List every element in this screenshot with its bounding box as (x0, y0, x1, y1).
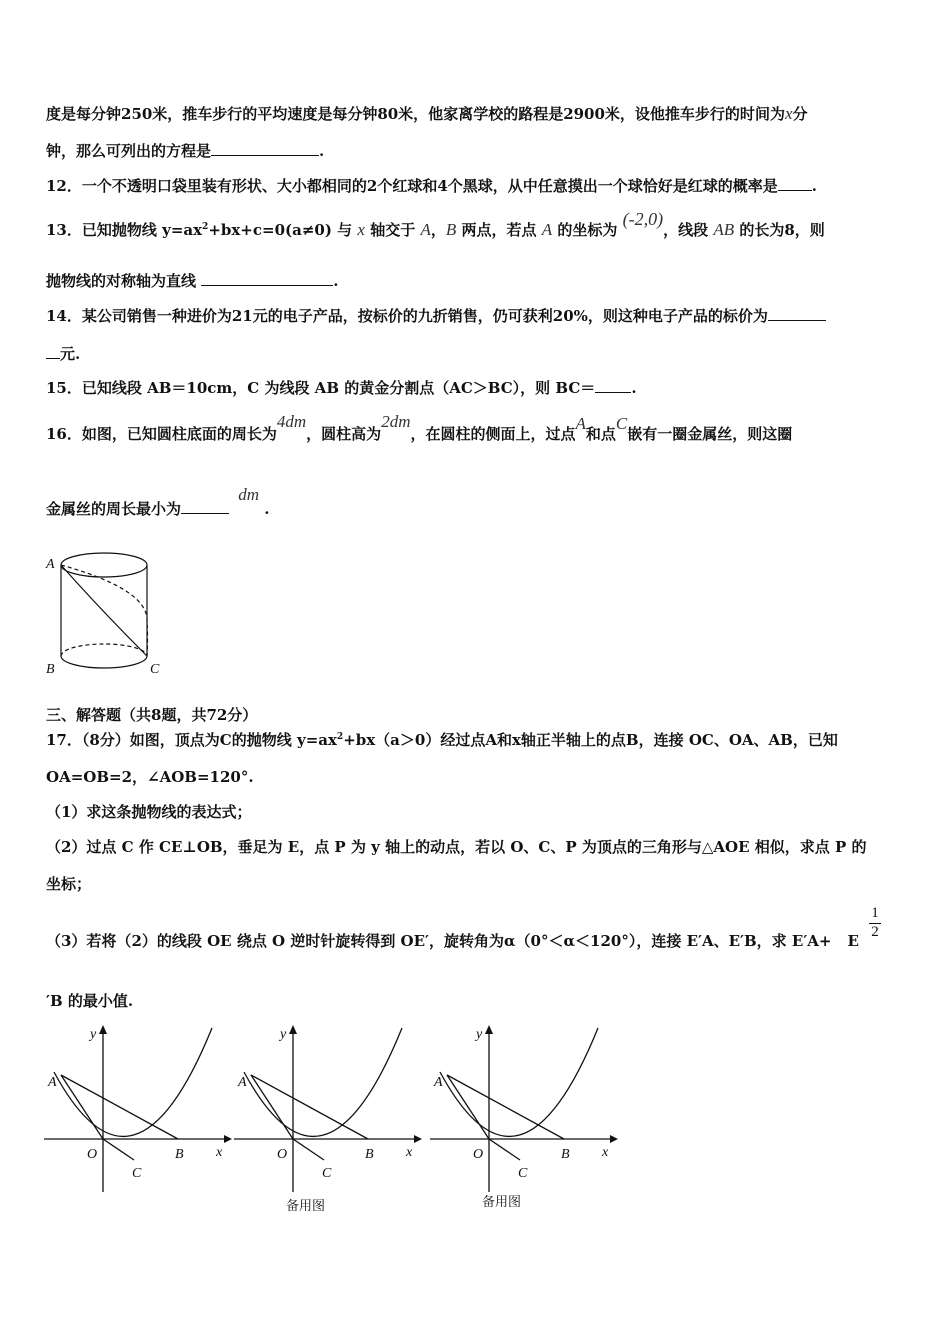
cylinder-label-A: A (46, 557, 55, 572)
q12-line: 12．一个不透明口袋里装有形状、大小都相同的2个红球和4个黑球，从中任意摸出一个球恰好是红球的概率是 . (46, 177, 817, 195)
q13-text-e: 的坐标为 (557, 221, 618, 239)
q17-part2b-text: 坐标； (46, 875, 92, 893)
q13-comma: ， (430, 221, 446, 239)
graph-main (44, 1025, 232, 1192)
q17-part3-end: E (847, 932, 859, 950)
q13-line2: 抛物线的对称轴为直线 . (46, 272, 339, 290)
section-3-heading (46, 704, 257, 725)
q16-text-c: ，在圆柱的侧面上，过点 (410, 425, 576, 443)
q14-end: 元. (60, 345, 81, 363)
q16-line1 (46, 412, 793, 444)
section-3-title: 三、解答题（共8题，共72分） (46, 706, 258, 724)
q13-text-c: 轴交于 (370, 221, 416, 239)
cylinder-top (61, 553, 147, 577)
label-A: A (48, 1075, 57, 1090)
q13-text-g: 的长为8，则 (739, 221, 825, 239)
segment-OC (293, 1139, 324, 1160)
q11-line1 (46, 103, 808, 124)
q11-var: x (784, 104, 793, 123)
q13-sup: 2 (202, 222, 209, 232)
q13-line1 (46, 209, 825, 240)
q13-blank[interactable] (201, 271, 333, 286)
cylinder-bottom-back (61, 644, 147, 656)
label-B: B (365, 1147, 374, 1162)
y-axis-arrow-icon (289, 1025, 297, 1034)
q17-part2 (46, 836, 866, 857)
q13-AB: AB (713, 220, 735, 239)
q15-text: 15．已知线段 AB＝10cm，C 为线段 AB 的黄金分割点（AC＞BC），则 BC＝ (46, 379, 596, 397)
segment-AB (447, 1075, 564, 1139)
segment-OC (103, 1139, 134, 1160)
label-y: y (476, 1027, 483, 1042)
parabola-curve (54, 1028, 212, 1136)
q17-part2-text: （2）过点 C 作 CE⊥OB，垂足为 E，点 P 为 y 轴上的动点，若以 O、C、P 为顶点的三角形与△AOE 相似，求点 P 的 (46, 838, 867, 856)
q13-A2: A (541, 220, 553, 239)
q16-text-a: 16．如图，已知圆柱底面的周长为 (46, 425, 277, 443)
q13-A: A (420, 220, 431, 239)
q16-text-e: 嵌有一圈金属丝，则这圈 (627, 425, 793, 443)
q13-text-b: +bx+c=0(a≠0) 与 (208, 221, 353, 239)
q17-sup: 2 (336, 732, 344, 742)
q17-part3b-text: ′B 的最小值. (46, 992, 134, 1010)
q17-part3b (46, 990, 133, 1011)
q17-text-a: 17．（8分）如图，顶点为C的抛物线 y=ax (46, 731, 337, 749)
label-x: x (406, 1145, 413, 1160)
q11-blank[interactable] (211, 141, 319, 156)
x-axis-arrow-icon (414, 1135, 422, 1143)
segment-OA (447, 1075, 489, 1139)
y-axis-arrow-icon (99, 1025, 107, 1034)
wire-front (61, 565, 147, 656)
q13-text-f: ，线段 (663, 221, 709, 239)
q14-line1 (46, 305, 826, 326)
graph-backup-1 (234, 1025, 422, 1214)
q15-line: 15．已知线段 AB＝10cm，C 为线段 AB 的黄金分割点（AC＞BC），则 BC＝ . (46, 379, 637, 397)
q13-x: x (357, 220, 365, 239)
label-y: y (280, 1027, 287, 1042)
fraction-denominator: 2 (869, 923, 881, 941)
q17-part1-text: （1）求这条抛物线的表达式； (46, 803, 252, 821)
q14-text: 14．某公司销售一种进价为21元的电子产品，按标价的九折销售，仍可获利20%，则这种电子产品的标价为 (46, 307, 768, 325)
cylinder-bottom-front (61, 656, 147, 668)
parabola-figures (44, 1020, 619, 1220)
q16-2dm: 2dm (381, 412, 411, 431)
caption-backup: 备用图 (286, 1199, 326, 1214)
label-B: B (175, 1147, 184, 1162)
q13-text-d: 两点，若点 (461, 221, 537, 239)
segment-OC (489, 1139, 520, 1160)
q16-A: A (575, 414, 586, 433)
q14-line2 (46, 343, 80, 364)
q11-text2: 钟，那么可列出的方程是 (46, 142, 212, 160)
segment-AB (61, 1075, 178, 1139)
q16-text-d: 和点 (585, 425, 616, 443)
q17-line1 (46, 729, 838, 750)
q17-part1 (46, 801, 251, 822)
parabola-curve (440, 1028, 598, 1136)
q17-line2 (46, 766, 254, 787)
q16-dm: dm (238, 485, 260, 504)
q14-blank[interactable] (768, 306, 826, 321)
cylinder-figure (44, 548, 174, 683)
q13-B: B (445, 220, 457, 239)
label-O: O (473, 1147, 484, 1162)
caption-backup: 备用图 (482, 1195, 522, 1210)
q16-blank[interactable] (181, 499, 229, 514)
segment-OA (61, 1075, 103, 1139)
y-axis-arrow-icon (485, 1025, 493, 1034)
q17-text-l2: OA=OB=2，∠AOB=120°. (46, 768, 254, 786)
segment-AB (251, 1075, 368, 1139)
parabola-curve (244, 1028, 402, 1136)
q17-part2b (46, 873, 91, 894)
label-C: C (518, 1166, 528, 1181)
cylinder-label-B: B (46, 662, 55, 677)
q13-text-l2: 抛物线的对称轴为直线 (46, 272, 197, 290)
graph-backup-2 (430, 1025, 618, 1210)
label-O: O (87, 1147, 98, 1162)
q16-text-l2: 金属丝的周长最小为 (46, 500, 182, 518)
q11-line2: 钟，那么可列出的方程是 . (46, 142, 325, 160)
cylinder-label-C: C (150, 662, 160, 677)
x-axis-arrow-icon (610, 1135, 618, 1143)
label-y: y (90, 1027, 97, 1042)
q17-text-b: +bx（a＞0）经过点A和x轴正半轴上的点B，连接 OC、OA、AB，已知 (343, 731, 838, 749)
fraction-numerator: 1 (871, 905, 879, 921)
label-O: O (277, 1147, 288, 1162)
q12-blank[interactable] (778, 176, 812, 191)
segment-OA (251, 1075, 293, 1139)
label-B: B (561, 1147, 570, 1162)
q13-text-a: 13．已知抛物线 y=ax (46, 221, 203, 239)
q16-text-b: ，圆柱高为 (306, 425, 382, 443)
label-C: C (322, 1166, 332, 1181)
q11-text: 度是每分钟250米，推车步行的平均速度是每分钟80米，他家离学校的路程是2900米，设他推车步行的时间为 (46, 105, 785, 123)
q13-coord: (-2,0) (622, 209, 664, 229)
q14-blank2[interactable] (46, 344, 60, 359)
fraction-half (869, 905, 881, 941)
q15-blank[interactable] (595, 378, 631, 393)
q17-part3 (46, 930, 859, 951)
q16-C: C (615, 414, 628, 433)
q16-line2: 金属丝的周长最小为 dm . (46, 485, 270, 518)
q12-text: 12．一个不透明口袋里装有形状、大小都相同的2个红球和4个黑球，从中任意摸出一个球恰好是红球的概率是 (46, 177, 778, 195)
label-x: x (602, 1145, 609, 1160)
label-A: A (434, 1075, 443, 1090)
label-x: x (216, 1145, 223, 1160)
label-C: C (132, 1166, 142, 1181)
q17-part3-text: （3）若将（2）的线段 OE 绕点 O 逆时针旋转得到 OE′，旋转角为α（0°＜α＜120°），连接 E′A、E′B，求 E′A+ (46, 932, 832, 950)
x-axis-arrow-icon (224, 1135, 232, 1143)
label-A: A (238, 1075, 247, 1090)
q16-4dm: 4dm (276, 412, 307, 431)
q11-end: 分 (792, 105, 808, 123)
